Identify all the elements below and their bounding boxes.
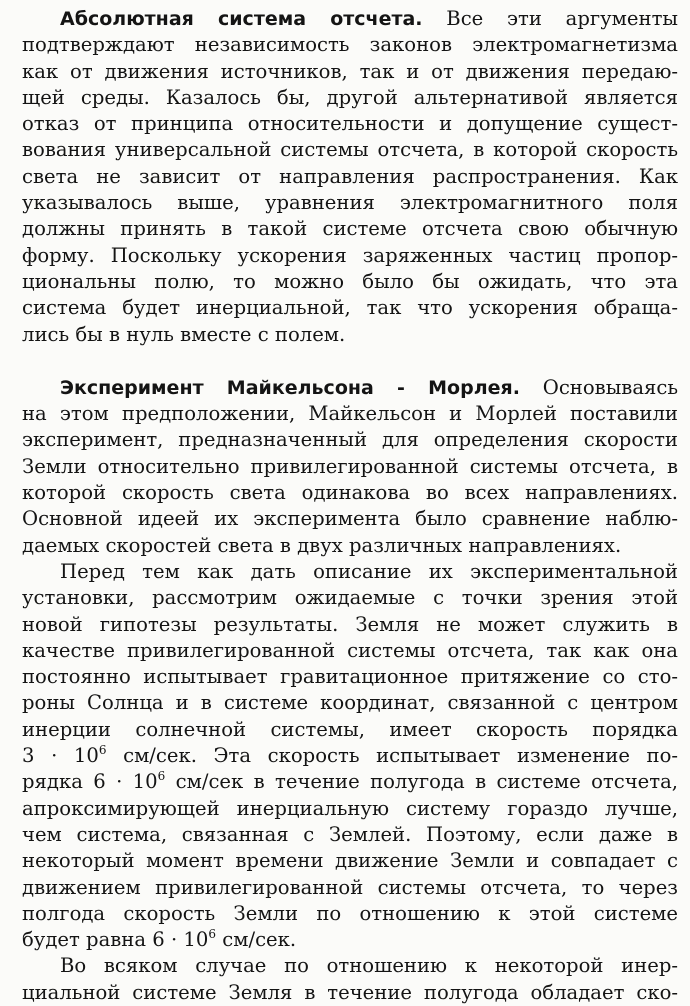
text-line: лись бы в нуль вместе с полем. [22, 322, 346, 346]
text-line: Земли относительно привилегированной системы отсчета, в [22, 454, 678, 478]
exponent: 6 [98, 743, 107, 758]
text-line: Перед тем как дать описание их экспериментальной [60, 559, 678, 583]
text-line: инерции солнечной системы, имеет скорость порядка [22, 717, 678, 741]
formula-speed: рядка 6 · 10 [22, 770, 158, 794]
text-line: роны Солнца и в системе координат, связанной с центром [22, 691, 678, 715]
section-heading-line [22, 375, 678, 401]
text-line: качестве привилегированной системы отсчета, так как она [22, 638, 678, 662]
text-line: как от движения источников, так и от движения передаю- [22, 59, 678, 83]
text-line: вования универсальной системы отсчета, в которой скорость [22, 138, 678, 162]
text-line: апроксимирующей инерциальную систему гораздо лучше, [22, 796, 678, 820]
text-line: полгода скорость Земли по отношению к этой системе [22, 901, 678, 925]
exponent: 6 [157, 769, 166, 784]
text-line: щей среды. Казалось бы, другой альтернативой является [22, 85, 678, 109]
text-segment: см/сек в течение полугода в системе отсчета, [175, 770, 678, 794]
text-line: отказ от принципа относительности и допущение сущест- [22, 112, 678, 136]
text-line: новой гипотезы результаты. Земля не может служить в [22, 612, 678, 636]
section-heading-line [22, 6, 678, 32]
text-line: света не зависит от направления распространения. Как [22, 164, 678, 188]
text-line: чем система, связанная с Землей. Поэтому, если даже в [22, 822, 678, 846]
text-line: система будет инерциальной, так что ускорения обраща- [22, 296, 678, 320]
text-line [22, 743, 678, 769]
text-line [22, 927, 678, 953]
text-line: Основываясь [542, 375, 678, 399]
text-line: циальной системе Земля в течение полугода обладает ско- [22, 980, 678, 1004]
text-line: некоторый момент времени движение Земли и совпадает с [22, 849, 678, 873]
section-gap [22, 348, 678, 375]
text-line: которой скорость света одинакова во всех направлениях. [22, 481, 678, 505]
text-line: Основной идеей их эксперимента было сравнение наблю- [22, 507, 678, 531]
section-heading-absolute-frame: Абсолютная система отсчета. [60, 8, 423, 30]
text-line [22, 769, 678, 795]
exponent: 6 [208, 927, 217, 942]
text-line: Во всяком случае по отношению к некоторой инер- [60, 954, 678, 978]
text-line: форму. Поскольку ускорения заряженных частиц пропор- [22, 243, 678, 267]
text-line: постоянно испытывает гравитационное притяжение со сто- [22, 665, 678, 689]
formula-speed: 3 · 10 [22, 744, 99, 768]
text-line: Все эти аргументы [446, 7, 678, 30]
text-line: эксперимент, предназначенный для определения скорости [22, 428, 678, 452]
text-line: установки, рассмотрим ожидаемые с точки зрения этой [22, 586, 678, 610]
text-line: должны принять в такой системе отсчета свою обычную [22, 217, 678, 241]
text-line: движением привилегированной системы отсчета, то через [22, 875, 678, 899]
text-segment: см/сек. Эта скорость испытывает изменение по- [123, 744, 678, 768]
section-heading-michelson-morley: Эксперимент Майкельсона - Морлея. [60, 376, 520, 399]
text-line: на этом предположении, Майкельсон и Морлей поставили [22, 402, 678, 426]
text-line: циональны полю, то можно было бы ожидать, что эта [22, 269, 678, 293]
text-segment: см/сек. [222, 928, 297, 952]
text-line: даемых скоростей света в двух различных направлениях. [22, 533, 622, 557]
text-line: указывалось выше, уравнения электромагнитного поля [22, 191, 678, 215]
formula-speed: будет равна 6 · 10 [22, 928, 209, 952]
text-line: подтверждают независимость законов электромагнетизма [22, 33, 678, 57]
